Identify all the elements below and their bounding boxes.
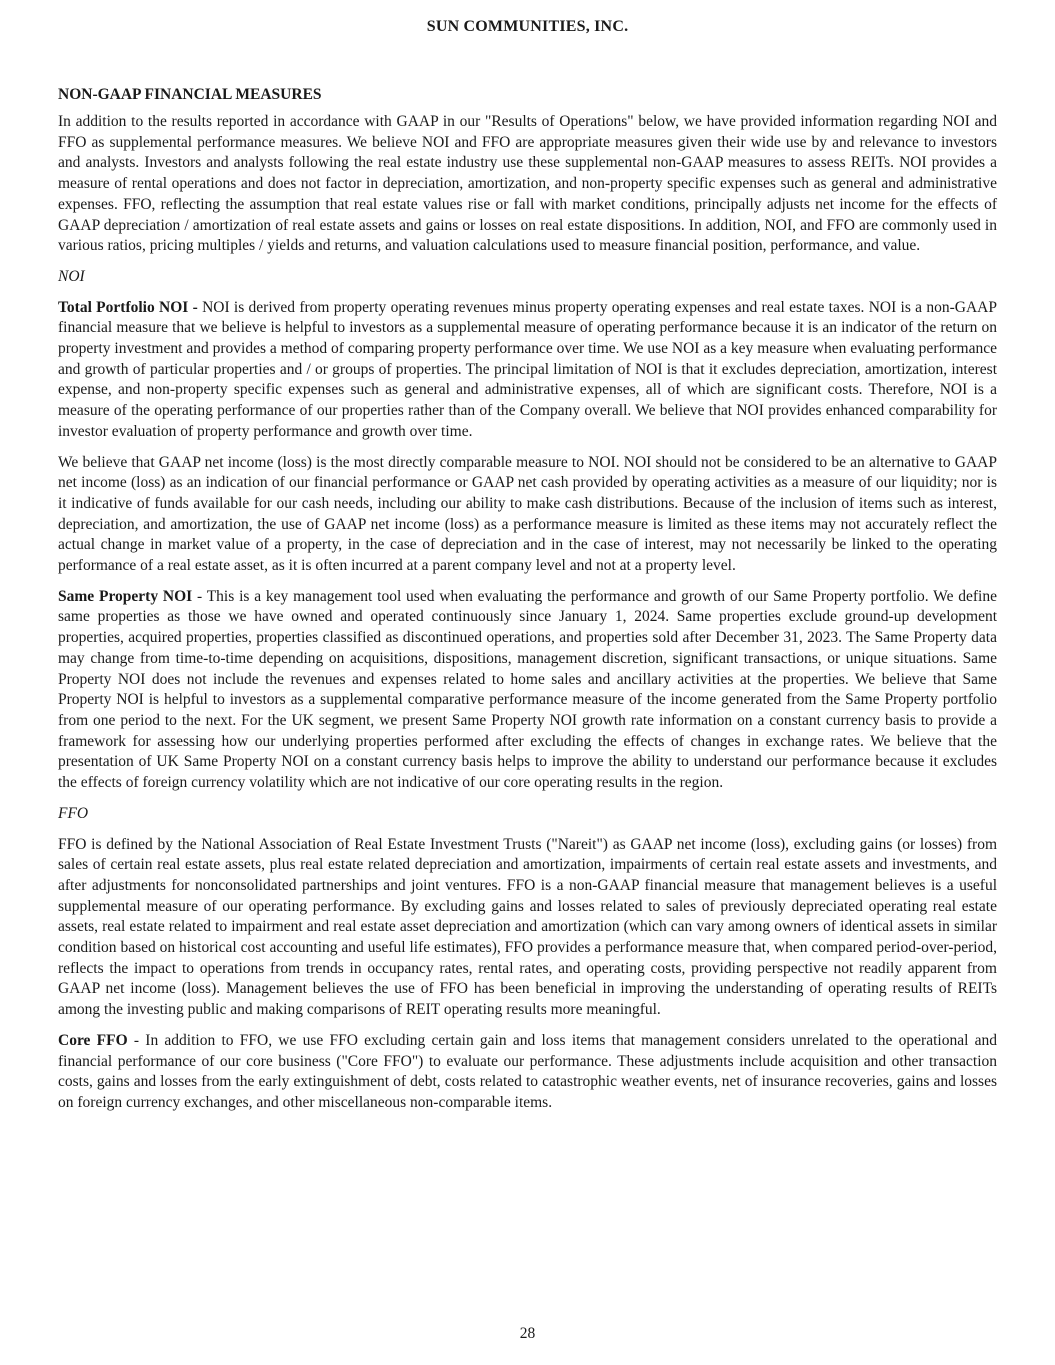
- same-property-noi-lead: Same Property NOI: [58, 587, 193, 605]
- document-page: [58, 0, 997, 1124]
- total-portfolio-noi-text: NOI is derived from property operating revenues minus property operating expenses and real estate taxes. NOI is a non-GAAP financial measure that we believe is helpful to investors as a supplemental measure of operating performance because it is an indicator of the return on property investment and provides a method of comparing property performance over time. We use NOI as a key measure when evaluating performance and growth of particular properties and / or groups of properties. The principal limitation of NOI is that it excludes depreciation, amortization, interest expense, and non-property specific expenses such as general and administrative expenses, all of which are significant costs. Therefore, NOI is a measure of the operating performance of our properties rather than of the Company overall. We believe that NOI provides enhanced comparability for investor evaluation of property performance and growth over time.: [58, 298, 997, 440]
- same-property-noi-text: - This is a key management tool used when evaluating the performance and growth of our Same Property portfolio. We define same properties as those we have owned and operated continuously since January 1, 2024. Same properties exclude ground-up development properties, acquired properties, properties classified as discontinued operations, and properties sold after December 31, 2023. The Same Property data may change from time-to-time depending on acquisitions, dispositions, management discretion, significant transactions, or unique situations. Same Property NOI does not include the revenues and expenses related to home sales and ancillary activities at the properties. We believe that Same Property NOI is helpful to investors as a supplemental comparative performance measure of the income generated from the Same Property portfolio from one period to the next. For the UK segment, we present Same Property NOI growth rate information on a constant currency basis to provide a framework for assessing how our underlying properties performed after excluding the effects of changes in exchange rates. We believe that the presentation of UK Same Property NOI on a constant currency basis helps to improve the ability to understand our performance because it excludes the effects of foreign currency volatility which are not indicative of our core operating results in the region.: [58, 587, 997, 792]
- section-title: NON-GAAP FINANCIAL MEASURES: [58, 86, 322, 103]
- intro-paragraph: In addition to the results reported in accordance with GAAP in our "Results of Operations" below, we have provided information regarding NOI and FFO as supplemental performance measures. We believe NOI and FFO are appropriate measures given their wide use by and relevance to investors and analysts. Investors and analysts following the real estate industry use these supplemental non-GAAP measures to assess REITs. NOI provides a measure of rental operations and does not factor in depreciation, amortization, and non-property specific expenses such as general and administrative expenses. FFO, reflecting the assumption that real estate values rise or fall with market conditions, principally adjusts net income for the effects of GAAP depreciation / amortization of real estate assets and gains or losses on real estate dispositions. In addition, NOI, and FFO are commonly used in various ratios, pricing multiples / yields and returns, and valuation calculations used to measure financial position, performance, and value.: [58, 113, 997, 255]
- core-ffo-text: - In addition to FFO, we use FFO excluding certain gain and loss items that management considers unrelated to the operational and financial performance of our core business ("Core FFO") to evaluate our performance. These adjustments include acquisition and other transaction costs, gains and losses from the early extinguishment of debt, costs related to catastrophic weather events, net of insurance recoveries, gains and losses on foreign currency exchanges, and other miscellaneous non-comparable items.: [58, 1031, 997, 1111]
- core-ffo-lead: Core FFO: [58, 1031, 128, 1049]
- ffo-subhead: FFO: [58, 804, 89, 822]
- company-header: SUN COMMUNITIES, INC.: [426, 18, 629, 35]
- page-number: 28: [519, 1325, 536, 1342]
- total-portfolio-noi-paragraph: [58, 298, 997, 443]
- total-portfolio-noi-lead: Total Portfolio NOI -: [58, 298, 198, 316]
- same-property-noi-paragraph: [58, 587, 997, 794]
- core-ffo-paragraph: [58, 1031, 997, 1114]
- gaap-comparison-paragraph: We believe that GAAP net income (loss) is the most directly comparable measure to NOI. NOI should not be considered to be an alternative to GAAP net income (loss) as an indication of our financial performance or GAAP net cash provided by operating activities as a measure of our liquidity; nor is it indicative of funds available for our cash needs, including our ability to make cash distributions. Because of the inclusion of items such as interest, depreciation, and amortization, the use of GAAP net income (loss) as a performance measure is limited as these items may not accurately reflect the actual change in market value of a property, in the case of depreciation and in the case of interest, may not necessarily be linked to the operating performance of a real estate asset, as it is often incurred at a parent company level and not at a property level.: [58, 453, 997, 575]
- ffo-definition-paragraph: FFO is defined by the National Association of Real Estate Investment Trusts ("Nareit") as GAAP net income (loss), excluding gains (or losses) from sales of certain real estate assets, plus real estate related depreciation and amortization, impairments of certain real estate assets and investments, and after adjustments for nonconsolidated partnerships and joint ventures. FFO is a non-GAAP financial measure that management believes is a useful supplemental measure of our operating performance. By excluding gains and losses related to sales of previously depreciated operating real estate assets, real estate related to impairment and real estate asset depreciation and amortization (which can vary among owners of identical assets in similar condition based on historical cost accounting and useful life estimates), FFO provides a performance measure that, when compared period-over-period, reflects the impact to operations from trends in occupancy rates, rental rates, and operating costs, providing perspective not readily apparent from GAAP net income (loss). Management believes the use of FFO has been beneficial in improving the understanding of operating results of REITs among the investing public and making comparisons of REIT operating results more meaningful.: [58, 835, 997, 1019]
- noi-subhead: NOI: [58, 267, 85, 285]
